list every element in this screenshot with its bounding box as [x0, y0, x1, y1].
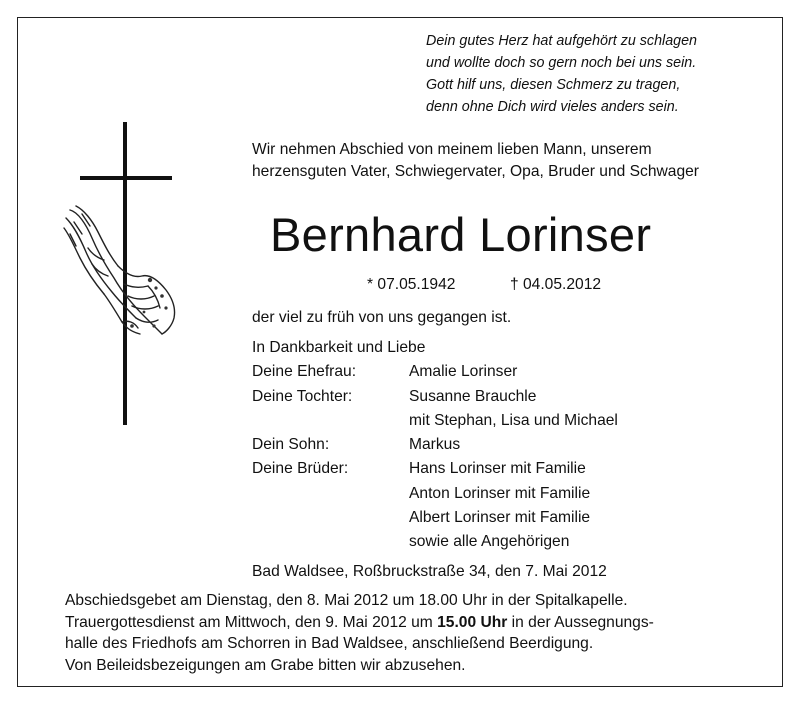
service-time: 15.00 Uhr: [437, 613, 508, 631]
family-relation: Deine Brüder:: [252, 460, 349, 478]
praying-hands-icon: [62, 204, 187, 339]
poem-line: Dein gutes Herz hat aufgehört zu schlagen: [426, 33, 698, 49]
poem-line: Gott hilf uns, diesen Schmerz zu tragen,: [426, 77, 681, 93]
family-member: mit Stephan, Lisa und Michael: [409, 411, 618, 429]
notice-line: halle des Friedhofs am Schorren in Bad Waldsee, anschließend Beerdigung.: [65, 635, 594, 652]
family-row: [252, 385, 732, 434]
family-relation: Dein Sohn:: [252, 436, 330, 454]
died-line: der viel zu früh von uns gegangen ist.: [252, 309, 512, 326]
cross-icon-bar: [80, 176, 172, 180]
poem-line: und wolltе doch so gern noch bei uns sein.: [426, 55, 697, 71]
place-date: Bad Waldsee, Roßbruckstraße 34, den 7. Mai 2012: [252, 563, 607, 580]
family-member: Susanne Brauchle: [409, 387, 537, 405]
family-list: [252, 336, 732, 555]
birth-date: * 07.05.1942: [367, 276, 456, 293]
family-member: Hans Lorinser mit Familie: [409, 460, 586, 478]
family-row: [252, 457, 732, 554]
intro-text: Wir nehmen Abschied von meinem lieben Mann, unserem herzensguten Vater, Schwiegervater, Opa, Bruder und Schwager: [252, 141, 699, 180]
notice-text: Trauergottesdienst am Mittwoch, den 9. Mai 2012 um: [65, 613, 438, 631]
family-row: [252, 433, 732, 457]
deceased-name: Bernhard Lorinser: [270, 208, 652, 261]
family-member: Amalie Lorinser: [409, 363, 518, 381]
family-heading: In Dankbarkeit und Liebe: [252, 339, 426, 356]
family-relation: Deine Tochter:: [252, 387, 353, 405]
poem: [426, 30, 766, 118]
family-member: Markus: [409, 436, 461, 454]
funeral-notice: [65, 590, 765, 676]
family-relation: Deine Ehefrau:: [252, 363, 357, 381]
death-date: † 04.05.2012: [510, 276, 602, 293]
family-member: Albert Lorinser mit Familie: [409, 509, 591, 527]
notice-line: Von Beileidsbezeigungen am Grabe bitten wir abzusehen.: [65, 656, 466, 674]
poem-line: denn ohne Dich wird vieles anders sein.: [426, 99, 679, 115]
notice-line: [65, 612, 765, 634]
family-member: sowie alle Angehörigen: [409, 533, 570, 551]
family-member: Anton Lorinser mit Familie: [409, 484, 591, 502]
family-row: [252, 360, 732, 384]
notice-line: Abschiedsgebet am Dienstag, den 8. Mai 2012 um 18.00 Uhr in der Spitalkapelle.: [65, 592, 628, 609]
notice-text: in der Aussegnungs-: [507, 613, 654, 631]
